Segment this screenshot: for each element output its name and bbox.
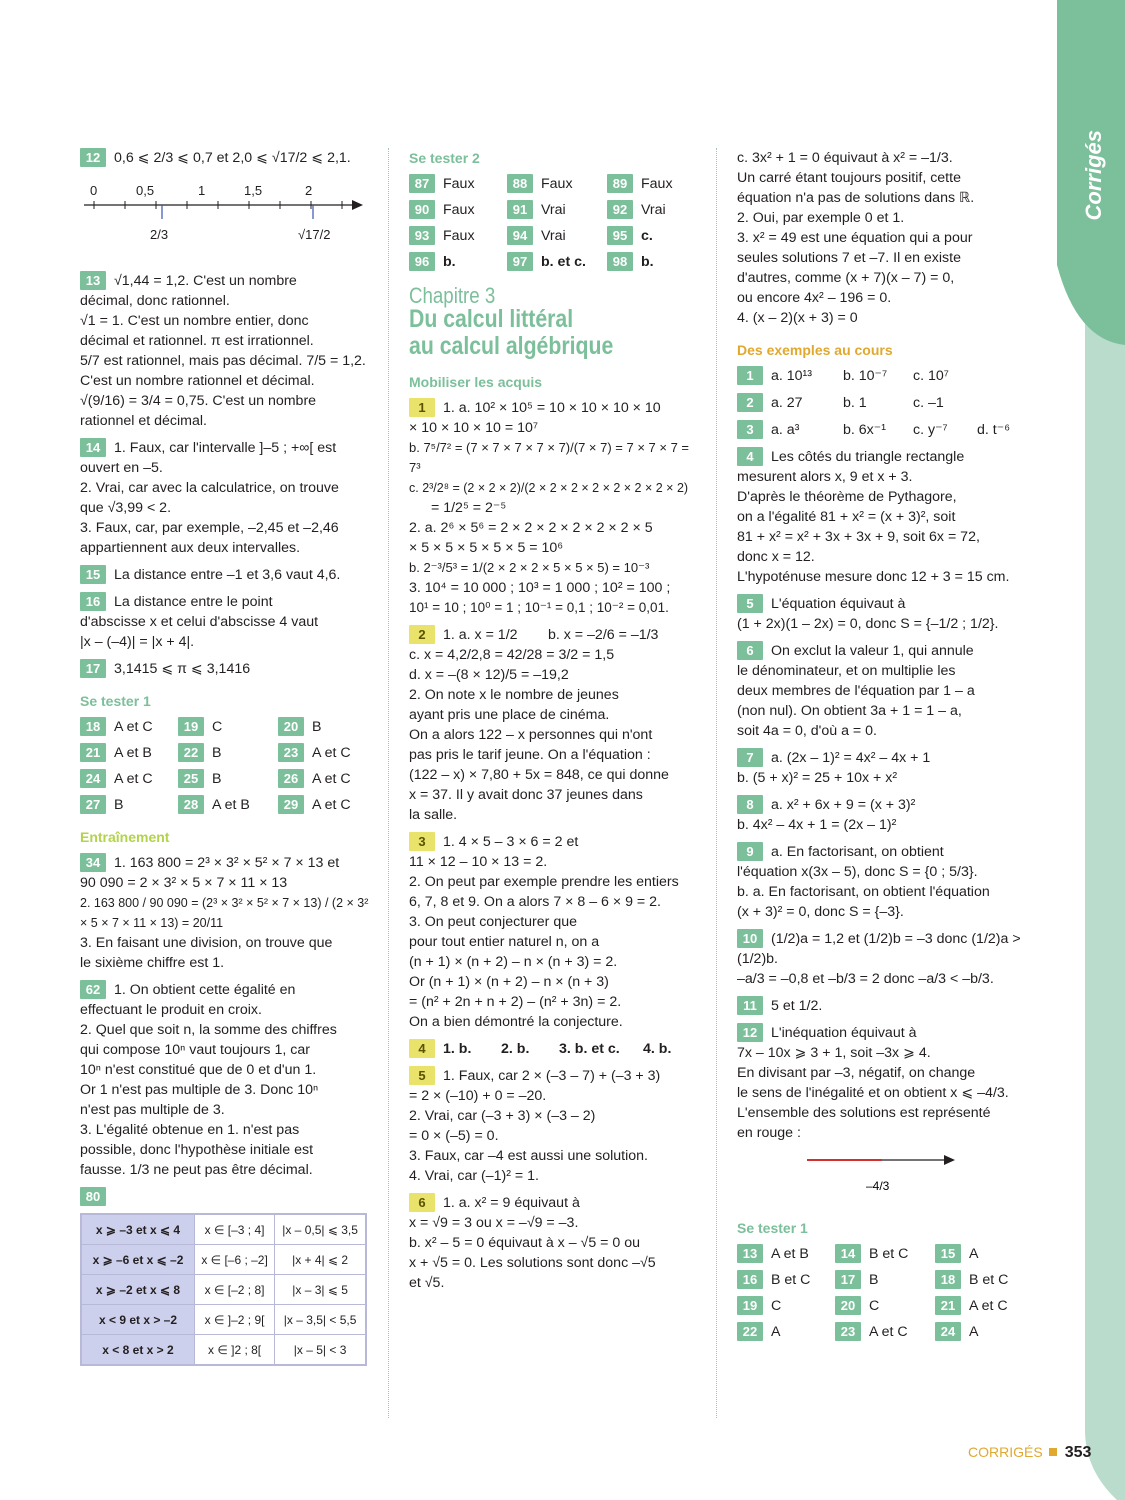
exercise-number: 2 (409, 625, 435, 644)
example-4: 4 Les côtés du triangle rectangle mesurent alors x, 9 et x + 3. D'après le théorème de Pythagore, on a l'égalité 81 + x² = (x + 3)², soit 81 + x² = x² + 3x + 3x + 9, soit 6x = 72, donc x = 12. L'hypoténuse mesure donc 12 + 3 = 15 cm. (737, 449, 1010, 585)
exercise-number: 1 (409, 398, 435, 417)
table-row: x ⩾ –6 et x ⩽ –2 x ∈ [–6 ; –2] |x + 4| ⩽ 2 (81, 1245, 366, 1275)
table-row: x < 9 et x > –2 x ∈ ]–2 ; 9[ |x – 3,5| < 5,5 (81, 1305, 366, 1335)
exercise-number: 3 (409, 832, 435, 851)
exercise-continued: c. 3x² + 1 = 0 équivaut à x² = –1/3. Un carré étant toujours positif, cette équation n'a pas de solutions dans ℝ. 2. Oui, par exemple 0 et 1. 3. x² = 49 est une équation qui a pour seules solutions 7 et –7. Il en existe d'autres, comme (x + 7)(x – 7) = 0, ou encore 4x² – 196 = 0. 4. (x – 2)(x + 3) = 0 (737, 150, 975, 326)
table-row: x ⩾ –3 et x ⩽ 4 x ∈ [–3 ; 4] |x – 0,5| ⩽ 3,5 (81, 1214, 366, 1245)
section-title: Se tester 1 (80, 693, 151, 709)
exercise-13: 13 √1,44 = 1,2. C'est un nombre décimal, donc rationnel. √1 = 1. C'est un nombre entier, donc décimal et rationnel. π est irrationnel. 5/7 est rationnel, mais pas décimal. 7/5 = 1,2. C'est un nombre rationnel et décimal. √(9/16) = 3/4 = 0,75. C'est un nombre rationnel et décimal. (80, 273, 366, 429)
exercise-6: 6 1. a. x² = 9 équivaut à x = √9 = 3 ou x = –√9 = –3. b. x² – 5 = 0 équivaut à x – √5 = 0 ou x + √5 = 0. Les solutions sont donc –√5 et √5. (409, 1195, 656, 1291)
example-12: 12 L'inéquation équivaut à 7x – 10x ⩾ 3 + 1, soit –3x ⩾ 4. En divisant par –3, négatif, on change le sens de l'inégalité et on obtient x ⩽ –4/3. L'ensemble des solutions est représenté en rouge : (737, 1025, 1009, 1141)
exercise-number: 17 (80, 659, 106, 678)
exercise-12: 12 0,6 ⩽ 2/3 ⩽ 0,7 et 2,0 ⩽ √17/2 ⩽ 2,1. (80, 148, 370, 168)
chapter-label: Chapitre 3 (409, 283, 496, 308)
axis-tick-label: 2 (305, 183, 313, 198)
exercise-14: 14 1. Faux, car l'intervalle ]–5 ; +∞[ est ouvert en –5. 2. Vrai, car avec la calculatrice, on trouve que √3,99 < 2. 3. Faux, car, par exemple, –2,45 et –2,46 appartiennent aux deux intervalles. (80, 440, 339, 556)
exercise-2: 2 1. a. x = 1/2 b. x = –2/6 = –1/3 c. x = 4,2/2,8 = 42/28 = 3/2 = 1,5 d. x = –(8 × 12)/5 = –19,2 2. On note x le nombre de jeunes ayant pris une place de cinéma. On a alors 122 – x personnes qui n'ont pas pris le tarif jeune. On a l'équation : (122 – x) × 7,80 + 5x = 848, ce qui donne x = 37. Il y avait donc 37 jeunes dans la salle. (409, 627, 669, 823)
column-3 (737, 148, 1037, 1348)
exercise-number: 4 (409, 1039, 435, 1058)
corriges-tab-background (1057, 0, 1125, 1500)
example-6: 6 On exclut la valeur 1, qui annule le dénominateur, et on multiplie les deux membres de l'équation par 1 – a (non nul). On obtient 3a + 1 = 1 – a, soit 4a = 0, d'où a = 0. (737, 643, 975, 739)
marker-label: 2/3 (150, 227, 169, 242)
exercise-number: 15 (80, 565, 106, 584)
exercise-number: 16 (80, 592, 106, 611)
example-7: 7 a. (2x – 1)² = 4x² – 4x + 1 b. (5 + x)² = 25 + 10x + x² (737, 750, 931, 786)
chapter-title: Du calcul littéral au calcul algébrique (409, 305, 614, 360)
section-title: Entraînement (80, 829, 170, 845)
exercise-16: 16 La distance entre le point d'abscisse x et celui d'abscisse 4 vaut |x – (–4)| = |x + 4|. (80, 594, 319, 650)
exercise-34: 34 1. 163 800 = 2³ × 3² × 5² × 7 × 13 et 90 090 = 2 × 3² × 5 × 7 × 11 × 13 2. 163 800 / 90 090 = (2³ × 3² × 5² × 7 × 13) / (2 × 3² × 5 × 7 × 11 × 13) = 20/11 3. En faisant une division, on trouve que le sixième chiffre est 1. (80, 855, 369, 971)
example-3: 3 a. a³ b. 6x⁻¹ c. y⁻⁷ d. t⁻⁶ (737, 420, 1037, 440)
marker-label: √17/2 (298, 227, 331, 242)
page-number: 353 (1064, 1444, 1092, 1461)
axis-tick-label: 1 (198, 183, 206, 198)
example-8: 8 a. x² + 6x + 9 = (x + 3)² b. 4x² – 4x + 1 = (2x – 1)² (737, 797, 916, 833)
answers-grid: 87 Faux 88 Faux 89 Faux 90 Faux 91 Vrai 92 Vrai 93 Faux 94 Vrai 95 c. 96 b. 97 b. et c. 98 b. (409, 174, 699, 272)
section-title: Se tester 1 (737, 1220, 808, 1236)
exercise-80 (80, 1187, 370, 1366)
table-row: x < 8 et x > 2 x ∈ ]2 ; 8[ |x – 5| < 3 (81, 1335, 366, 1366)
axis-tick-label: 0 (90, 183, 98, 198)
exercise-1: 1 1. a. 10² × 10⁵ = 10 × 10 × 10 × 10 × 10 × 10 × 10 = 10⁷ b. 7⁵/7² = (7 × 7 × 7 × 7 × 7)/(7 × 7) = 7 × 7 × 7 = 7³ c. 2³/2⁸ = (2 × 2 × 2)/(2 × 2 × 2 × 2 × 2 × 2 × 2 × 2) = 1/2⁵ = 2⁻⁵ 2. a. 2⁶ × 5⁶ = 2 × 2 × 2 × 2 × 2 × 2 × 5 × 5 × 5 × 5 × 5 × 5 = 10⁶ b. 2⁻³/5³ = 1/(2 × 2 × 2 × 5 × 5 × 5) = 10⁻³ 3. 10⁴ = 10 000 ; 10³ = 1 000 ; 10² = 100 ; 10¹ = 10 ; 10⁰ = 1 ; 10⁻¹ = 0,1 ; 10⁻² = 0,01. (409, 400, 690, 615)
number-line (80, 181, 370, 259)
exercise-number: 14 (80, 438, 106, 457)
section-title: Des exemples au cours (737, 342, 893, 358)
answers-grid: 13 A et B 14 B et C 15 A 16 B et C 17 B 18 B et C 19 C 20 C 21 A et C 22 A 23 A et C 24 A (737, 1244, 1037, 1342)
solution-number-line (737, 1150, 1037, 1200)
example-2: 2 a. 27 b. 1 c. –1 (737, 393, 1037, 413)
section-title: Se tester 2 (409, 150, 480, 166)
footer-label: CORRIGÉS (968, 1444, 1043, 1460)
exercise-15: 15 La distance entre –1 et 3,6 vaut 4,6. (80, 565, 370, 585)
page-footer (968, 1444, 1091, 1462)
axis-arrow (352, 200, 363, 210)
exercise-number: 80 (80, 1187, 106, 1206)
bound-label: –4/3 (866, 1179, 890, 1193)
column-1 (80, 148, 370, 1366)
answers-grid: 18 A et C 19 C 20 B 21 A et B 22 B 23 A et C 24 A et C 25 B 26 A et C 27 B 28 A et B 29 A et C (80, 717, 370, 815)
exercise-number: 62 (80, 980, 106, 999)
footer-square-icon (1049, 1448, 1057, 1456)
inequality-table (80, 1213, 367, 1366)
column-separator (716, 148, 717, 1418)
exercise-number: 5 (409, 1066, 435, 1085)
axis-tick-label: 0,5 (136, 183, 155, 198)
axis-arrow (944, 1155, 955, 1165)
example-9: 9 a. En factorisant, on obtient l'équation x(3x – 5), donc S = {0 ; 5/3}. b. a. En factorisant, on obtient l'équation (x + 3)² = 0, donc S = {–3}. (737, 844, 990, 920)
exercise-number: 12 (80, 148, 106, 167)
exercise-4: 4 1. b. 2. b. 3. b. et c. 4. b. (409, 1039, 699, 1059)
example-10: 10 (1/2)a = 1,2 et (1/2)b = –3 donc (1/2)a > (1/2)b. –a/3 = –0,8 et –b/3 = 2 donc –a/3 < –b/3. (737, 931, 1021, 987)
exercise-5: 5 1. Faux, car 2 × (–3 – 7) + (–3 + 3) = 2 × (–10) + 0 = –20. 2. Vrai, car (–3 + 3) × (–3 – 2) = 0 × (–5) = 0. 3. Faux, car –4 est aussi une solution. 4. Vrai, car (–1)² = 1. (409, 1068, 661, 1184)
column-2 (409, 148, 699, 1300)
column-separator (388, 148, 389, 1418)
example-11: 11 5 et 1/2. (737, 996, 1037, 1016)
section-title: Mobiliser les acquis (409, 374, 543, 390)
exercise-number: 34 (80, 853, 106, 872)
exercise-3: 3 1. 4 × 5 – 3 × 6 = 2 et 11 × 12 – 10 × 13 = 2. 2. On peut par exemple prendre les entiers 6, 7, 8 et 9. On a alors 7 × 8 – 6 × 9 = 2. 3. On peut conjecturer que pour tout entier naturel n, on a (n + 1) × (n + 2) – n × (n + 3) = 2. Or (n + 1) × (n + 2) – n × (n + 3) = (n² + 2n + n + 2) – (n² + 3n) = 2. On a bien démontré la conjecture. (409, 834, 679, 1030)
exercise-number: 13 (80, 271, 106, 290)
axis-tick-label: 1,5 (244, 183, 263, 198)
example-5: 5 L'équation équivaut à (1 + 2x)(1 – 2x) = 0, donc S = {–1/2 ; 1/2}. (737, 596, 999, 632)
table-row: x ⩾ –2 et x ⩽ 8 x ∈ [–2 ; 8] |x – 3| ⩽ 5 (81, 1275, 366, 1305)
exercise-62: 62 1. On obtient cette égalité en effectuant le produit en croix. 2. Quel que soit n, la somme des chiffres qui compose 10ⁿ vaut toujours 1, car 10ⁿ n'est constitué que de 0 et d'un 1. Or 1 n'est pas multiple de 3. Donc 10ⁿ n'est pas multiple de 3. 3. L'égalité obtenue en 1. n'est pas possible, donc l'hypothèse initiale est fausse. 1/3 ne peut pas être décimal. (80, 982, 337, 1178)
exercise-17: 17 3,1415 ⩽ π ⩽ 3,1416 (80, 659, 370, 679)
example-1: 1 a. 10¹³ b. 10⁻⁷ c. 10⁷ (737, 366, 1037, 386)
exercise-number: 6 (409, 1193, 435, 1212)
corriges-tab-label: Corrigés (1081, 130, 1106, 221)
